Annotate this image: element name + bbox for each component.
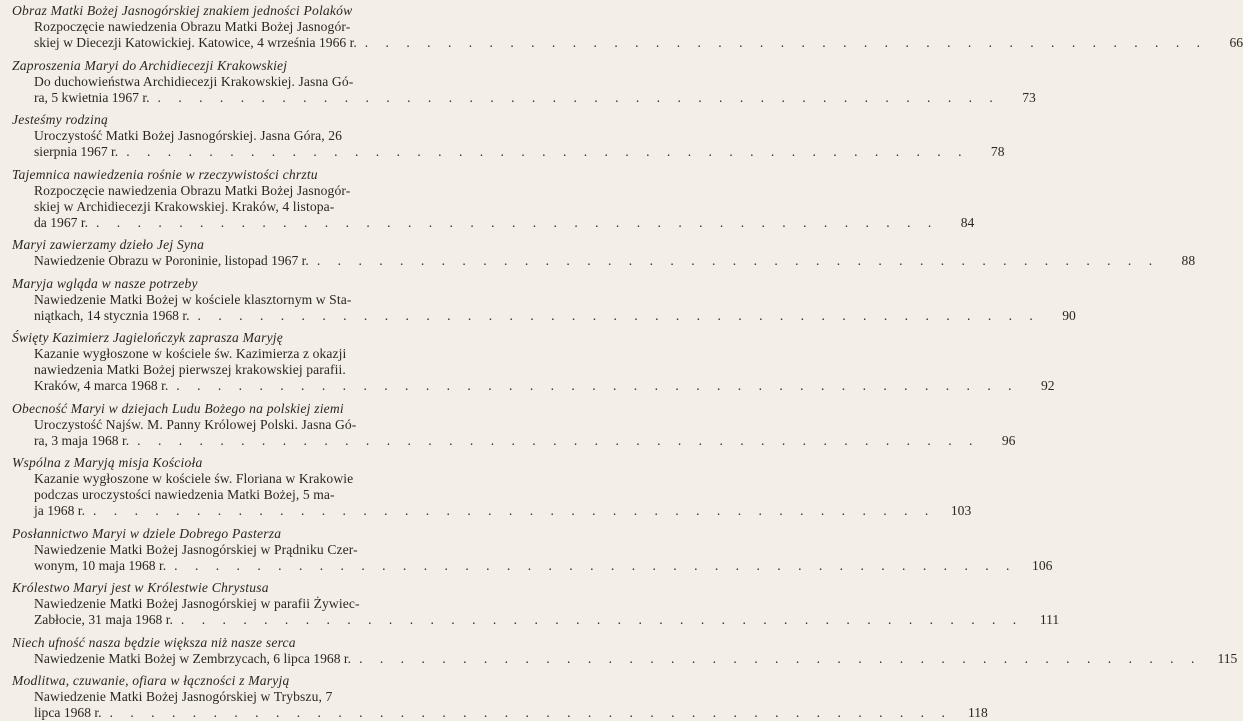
entry-description-end: ra, 3 maja 1968 r. bbox=[34, 432, 130, 448]
entry-last-line bbox=[12, 432, 1016, 449]
toc-entry bbox=[12, 673, 988, 721]
dot-leader: . . . . . . . . . . . . . . . . . . . . . . . . . . . . . . . . . . . . . . . . . bbox=[157, 89, 1000, 105]
page-number: 106 bbox=[1032, 557, 1053, 573]
page-number: 78 bbox=[990, 144, 1005, 159]
entry-title: Jesteśmy rodziną bbox=[12, 112, 108, 127]
entry-description-line: Nawiedzenie Matki Bożej Jasnogórskiej w parafii Żywiec- bbox=[34, 596, 360, 611]
entry-title: Posłannictwo Maryi w dziele Dobrego Pasterza bbox=[12, 525, 282, 541]
dot-leader: . . . . . . . . . . . . . . . . . . . . . . . . . . . . . . . . . . . . . . . . . bbox=[137, 432, 980, 448]
page-number: 92 bbox=[1040, 378, 1055, 393]
entry-description-line: Kazanie wygłoszone w kościele św. Floriana w Krakowie bbox=[34, 471, 354, 486]
toc-entry bbox=[12, 525, 1053, 574]
dot-leader: . . . . . . . . . . . . . . . . . . . . . . . . . . . . . . . . . . . . . . . . . bbox=[126, 144, 969, 159]
entry-description-line: Rozpoczęcie nawiedzenia Obrazu Matki Bożej Jasnogór- bbox=[34, 182, 351, 198]
dot-leader: . . . . . . . . . . . . . . . . . . . . . . . . . . . . . . . . . . . . . . . . . bbox=[316, 253, 1160, 268]
entry-title: Obraz Matki Bożej Jasnogórskiej znakiem jedności Polaków bbox=[12, 3, 353, 18]
entry-title: Tajemnica nawiedzenia rośnie w rzeczywistości chrztu bbox=[12, 166, 318, 182]
entry-description-end: niątkach, 14 stycznia 1968 r. bbox=[34, 307, 190, 323]
entry-description-end: Nawiedzenie Matki Bożej w Zembrzycach, 6 lipca 1968 r. bbox=[34, 650, 352, 666]
dot-leader: . . . . . . . . . . . . . . . . . . . . . . . . . . . . . . . . . . . . . . . . . bbox=[176, 378, 1019, 393]
entry-last-line bbox=[12, 650, 1238, 667]
entry-description-end: wonym, 10 maja 1968 r. bbox=[34, 557, 167, 573]
entry-description-line: Nawiedzenie Matki Bożej w kościele klasztornym w Sta- bbox=[34, 291, 352, 307]
entry-title: Wspólna z Maryją misja Kościoła bbox=[12, 455, 203, 470]
entry-title: Maryja wgląda w nasze potrzeby bbox=[12, 275, 198, 291]
entry-description-line: Kazanie wygłoszone w kościele św. Kazimierza z okazji bbox=[34, 346, 347, 361]
entry-description-line: podczas uroczystości nawiedzenia Matki Bożej, 5 ma- bbox=[34, 487, 335, 502]
dot-leader: . . . . . . . . . . . . . . . . . . . . . . . . . . . . . . . . . . . . . . . . . bbox=[197, 307, 1040, 323]
toc-entry bbox=[12, 275, 1076, 324]
entry-description-end: skiej w Diecezji Katowickiej. Katowice, 4 września 1966 r. bbox=[34, 35, 357, 50]
dot-leader: . . . . . . . . . . . . . . . . . . . . . . . . . . . . . . . . . . . . . . . . . bbox=[109, 705, 952, 720]
entry-description-end: lipca 1968 r. bbox=[34, 705, 102, 720]
toc-entry bbox=[12, 400, 1016, 449]
entry-description-line: Nawiedzenie Matki Bożej Jasnogórskiej w Prądniku Czer- bbox=[34, 541, 358, 557]
toc-entry bbox=[12, 237, 1196, 269]
entry-description-line: Uroczystość Najśw. M. Panny Królowej Polski. Jasna Gó- bbox=[34, 416, 357, 432]
toc-entry bbox=[12, 3, 1243, 51]
entry-description-end: ja 1968 r. bbox=[34, 503, 85, 518]
dot-leader: . . . . . . . . . . . . . . . . . . . . . . . . . . . . . . . . . . . . . . . . . bbox=[364, 35, 1208, 50]
entry-title: Święty Kazimierz Jagielończyk zaprasza Maryję bbox=[12, 330, 284, 345]
entry-description-line: skiej w Archidiecezji Krakowskiej. Kraków, 4 listopa- bbox=[34, 198, 335, 214]
page-number: 66 bbox=[1229, 35, 1243, 50]
entry-description-end: sierpnia 1967 r. bbox=[34, 144, 119, 159]
entry-description-end: Kraków, 4 marca 1968 r. bbox=[34, 378, 169, 393]
entry-title: Maryi zawierzamy dzieło Jej Syna bbox=[12, 237, 205, 252]
entry-last-line bbox=[12, 612, 1060, 628]
dot-leader: . . . . . . . . . . . . . . . . . . . . . . . . . . . . . . . . . . . . . . . . . bbox=[96, 214, 939, 230]
entry-last-line bbox=[12, 253, 1196, 269]
toc-entry bbox=[12, 455, 972, 519]
entry-description-end: da 1967 r. bbox=[34, 214, 88, 230]
page-number: 115 bbox=[1217, 650, 1238, 666]
page-number: 84 bbox=[960, 214, 975, 230]
toc-entry bbox=[12, 634, 1238, 667]
entry-description-end: Nawiedzenie Obrazu w Poroninie, listopad 1967 r. bbox=[34, 253, 309, 268]
toc-entry bbox=[12, 112, 1005, 160]
toc-entry bbox=[12, 57, 1036, 106]
dot-leader: . . . . . . . . . . . . . . . . . . . . . . . . . . . . . . . . . . . . . . . . . bbox=[180, 612, 1024, 627]
entry-description-end: ra, 5 kwietnia 1967 r. bbox=[34, 89, 150, 105]
page-number: 111 bbox=[1039, 612, 1060, 627]
entry-last-line bbox=[12, 378, 1055, 394]
entry-last-line bbox=[12, 35, 1243, 51]
entry-description-line: Rozpoczęcie nawiedzenia Obrazu Matki Bożej Jasnogór- bbox=[34, 19, 351, 34]
entry-title: Zaproszenia Maryi do Archidiecezji Krakowskiej bbox=[12, 57, 288, 73]
page-number: 118 bbox=[967, 705, 988, 720]
page-number: 103 bbox=[950, 503, 972, 518]
entry-description-end: Zabłocie, 31 maja 1968 r. bbox=[34, 612, 173, 627]
entry-description-line: nawiedzenia Matki Bożej pierwszej krakowskiej parafii. bbox=[34, 362, 346, 377]
toc-entry bbox=[12, 580, 1060, 628]
dot-leader: . . . . . . . . . . . . . . . . . . . . . . . . . . . . . . . . . . . . . . . . . bbox=[359, 650, 1202, 666]
entry-last-line bbox=[12, 89, 1036, 106]
entry-last-line bbox=[12, 705, 988, 721]
page-number: 90 bbox=[1062, 307, 1076, 323]
entry-last-line bbox=[12, 557, 1053, 574]
entry-description-line: Do duchowieństwa Archidiecezji Krakowskiej. Jasna Gó- bbox=[34, 73, 354, 89]
toc-entry bbox=[12, 166, 975, 231]
entry-last-line bbox=[12, 503, 972, 519]
entry-description-line: Uroczystość Matki Bożej Jasnogórskiej. Jasna Góra, 26 bbox=[34, 128, 343, 143]
entry-description-line: Nawiedzenie Matki Bożej Jasnogórskiej w Trybszu, 7 bbox=[34, 689, 333, 704]
page-number: 96 bbox=[1001, 432, 1016, 448]
dot-leader: . . . . . . . . . . . . . . . . . . . . . . . . . . . . . . . . . . . . . . . . . bbox=[92, 503, 936, 518]
dot-leader: . . . . . . . . . . . . . . . . . . . . . . . . . . . . . . . . . . . . . . . . . bbox=[174, 557, 1017, 573]
entry-title: Królestwo Maryi jest w Królestwie Chrystusa bbox=[12, 580, 269, 595]
entry-title: Modlitwa, czuwanie, ofiara w łączności z Maryją bbox=[12, 673, 290, 688]
entry-title: Obecność Maryi w dziejach Ludu Bożego na polskiej ziemi bbox=[12, 400, 344, 416]
entry-last-line bbox=[12, 144, 1005, 160]
entry-title: Niech ufność nasza będzie większa niż nasze serca bbox=[12, 634, 296, 650]
page-number: 88 bbox=[1181, 253, 1196, 268]
page-number: 73 bbox=[1022, 89, 1036, 105]
entry-last-line bbox=[12, 214, 975, 231]
entry-last-line bbox=[12, 307, 1076, 324]
toc-entry bbox=[12, 330, 1055, 394]
